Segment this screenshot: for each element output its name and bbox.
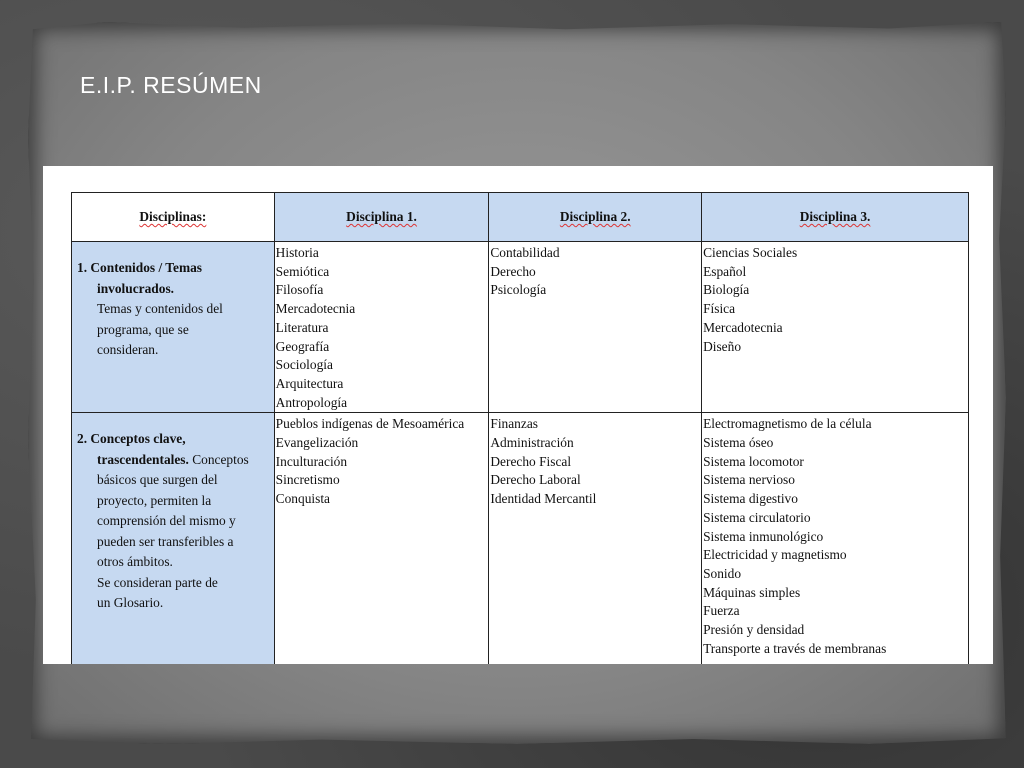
list-item: Conquista bbox=[275, 491, 330, 507]
header-disciplina-1: Disciplina 1. bbox=[274, 193, 489, 242]
row1-disciplina-2-cell bbox=[489, 242, 702, 413]
disciplines-table bbox=[71, 192, 969, 664]
table-image bbox=[43, 166, 993, 664]
list-item: Semiótica bbox=[275, 263, 330, 279]
header-disciplina-3: Disciplina 3. bbox=[702, 193, 969, 242]
header-disciplinas: Disciplinas: bbox=[72, 193, 275, 242]
list-item: Electricidad y magnetismo bbox=[703, 547, 847, 563]
list-item: Historia bbox=[275, 245, 319, 260]
list-item: Máquinas simples bbox=[703, 584, 801, 600]
table-header-row bbox=[72, 193, 969, 242]
list-item: Física bbox=[703, 301, 736, 317]
table-row bbox=[72, 242, 969, 413]
list-item: Español bbox=[703, 263, 747, 279]
list-item: Derecho Fiscal bbox=[490, 453, 572, 469]
list-item: Sistema óseo bbox=[703, 435, 774, 451]
list-item: Sistema nervioso bbox=[703, 472, 795, 488]
list-item: Psicología bbox=[490, 282, 547, 298]
list-item: Filosofía bbox=[275, 282, 324, 298]
list-item: Fuerza bbox=[703, 603, 740, 619]
list-item: Sonido bbox=[703, 565, 742, 581]
list-item: Presión y densidad bbox=[703, 622, 805, 638]
row-head-contenidos: 1. Contenidos / Temas involucrados. Temas y contenidos del programa, que se consideran. bbox=[72, 242, 275, 413]
list-item: Transporte a través de membranas bbox=[703, 640, 887, 656]
list-item: Ciencias Sociales bbox=[703, 245, 798, 260]
list-item: Biología bbox=[703, 282, 750, 298]
row-head-conceptos: 2. Conceptos clave, trascendentales. Conceptos básicos que surgen del proyecto, permiten la comprensión del mismo y pueden ser transferibles a otros ámbitos. Se consideran parte de un Glosario. bbox=[72, 413, 275, 664]
list-item: Antropología bbox=[275, 394, 348, 410]
list-item: Sistema inmunológico bbox=[703, 528, 824, 544]
list-item: Administración bbox=[490, 435, 574, 451]
list-item: Evangelización bbox=[275, 435, 359, 451]
table-row bbox=[72, 413, 969, 664]
row2-disciplina-2-cell bbox=[489, 413, 702, 664]
header-disciplina-2: Disciplina 2. bbox=[489, 193, 702, 242]
list-item: Diseño bbox=[703, 338, 742, 354]
list-item: Sistema circulatorio bbox=[703, 509, 811, 525]
row1-disciplina-1-cell bbox=[274, 242, 489, 413]
list-item: Contabilidad bbox=[490, 245, 560, 260]
row2-disciplina-3-cell bbox=[702, 413, 969, 664]
list-item: Electromagnetismo de la célula bbox=[703, 416, 872, 432]
list-item: Derecho Laboral bbox=[490, 472, 581, 488]
list-item: Inculturación bbox=[275, 453, 348, 469]
row1-disciplina-3-cell bbox=[702, 242, 969, 413]
list-item: Geografía bbox=[275, 338, 330, 354]
list-item: Sincretismo bbox=[275, 472, 340, 488]
list-item: Sistema digestivo bbox=[703, 491, 798, 507]
list-item: Arquitectura bbox=[275, 375, 344, 391]
list-item: Literatura bbox=[275, 319, 329, 335]
row2-disciplina-1-cell bbox=[274, 413, 489, 664]
list-item: Mercadotecnia bbox=[275, 301, 356, 317]
list-item: Derecho bbox=[490, 263, 536, 279]
list-item: Identidad Mercantil bbox=[490, 491, 597, 507]
slide-title: E.I.P. RESÚMEN bbox=[80, 72, 262, 98]
list-item: Mercadotecnia bbox=[703, 319, 783, 335]
list-item: Finanzas bbox=[490, 416, 538, 432]
list-item: Pueblos indígenas de Mesoamérica bbox=[275, 416, 465, 432]
list-item: Sistema locomotor bbox=[703, 453, 804, 469]
list-item: Sociología bbox=[275, 357, 333, 373]
